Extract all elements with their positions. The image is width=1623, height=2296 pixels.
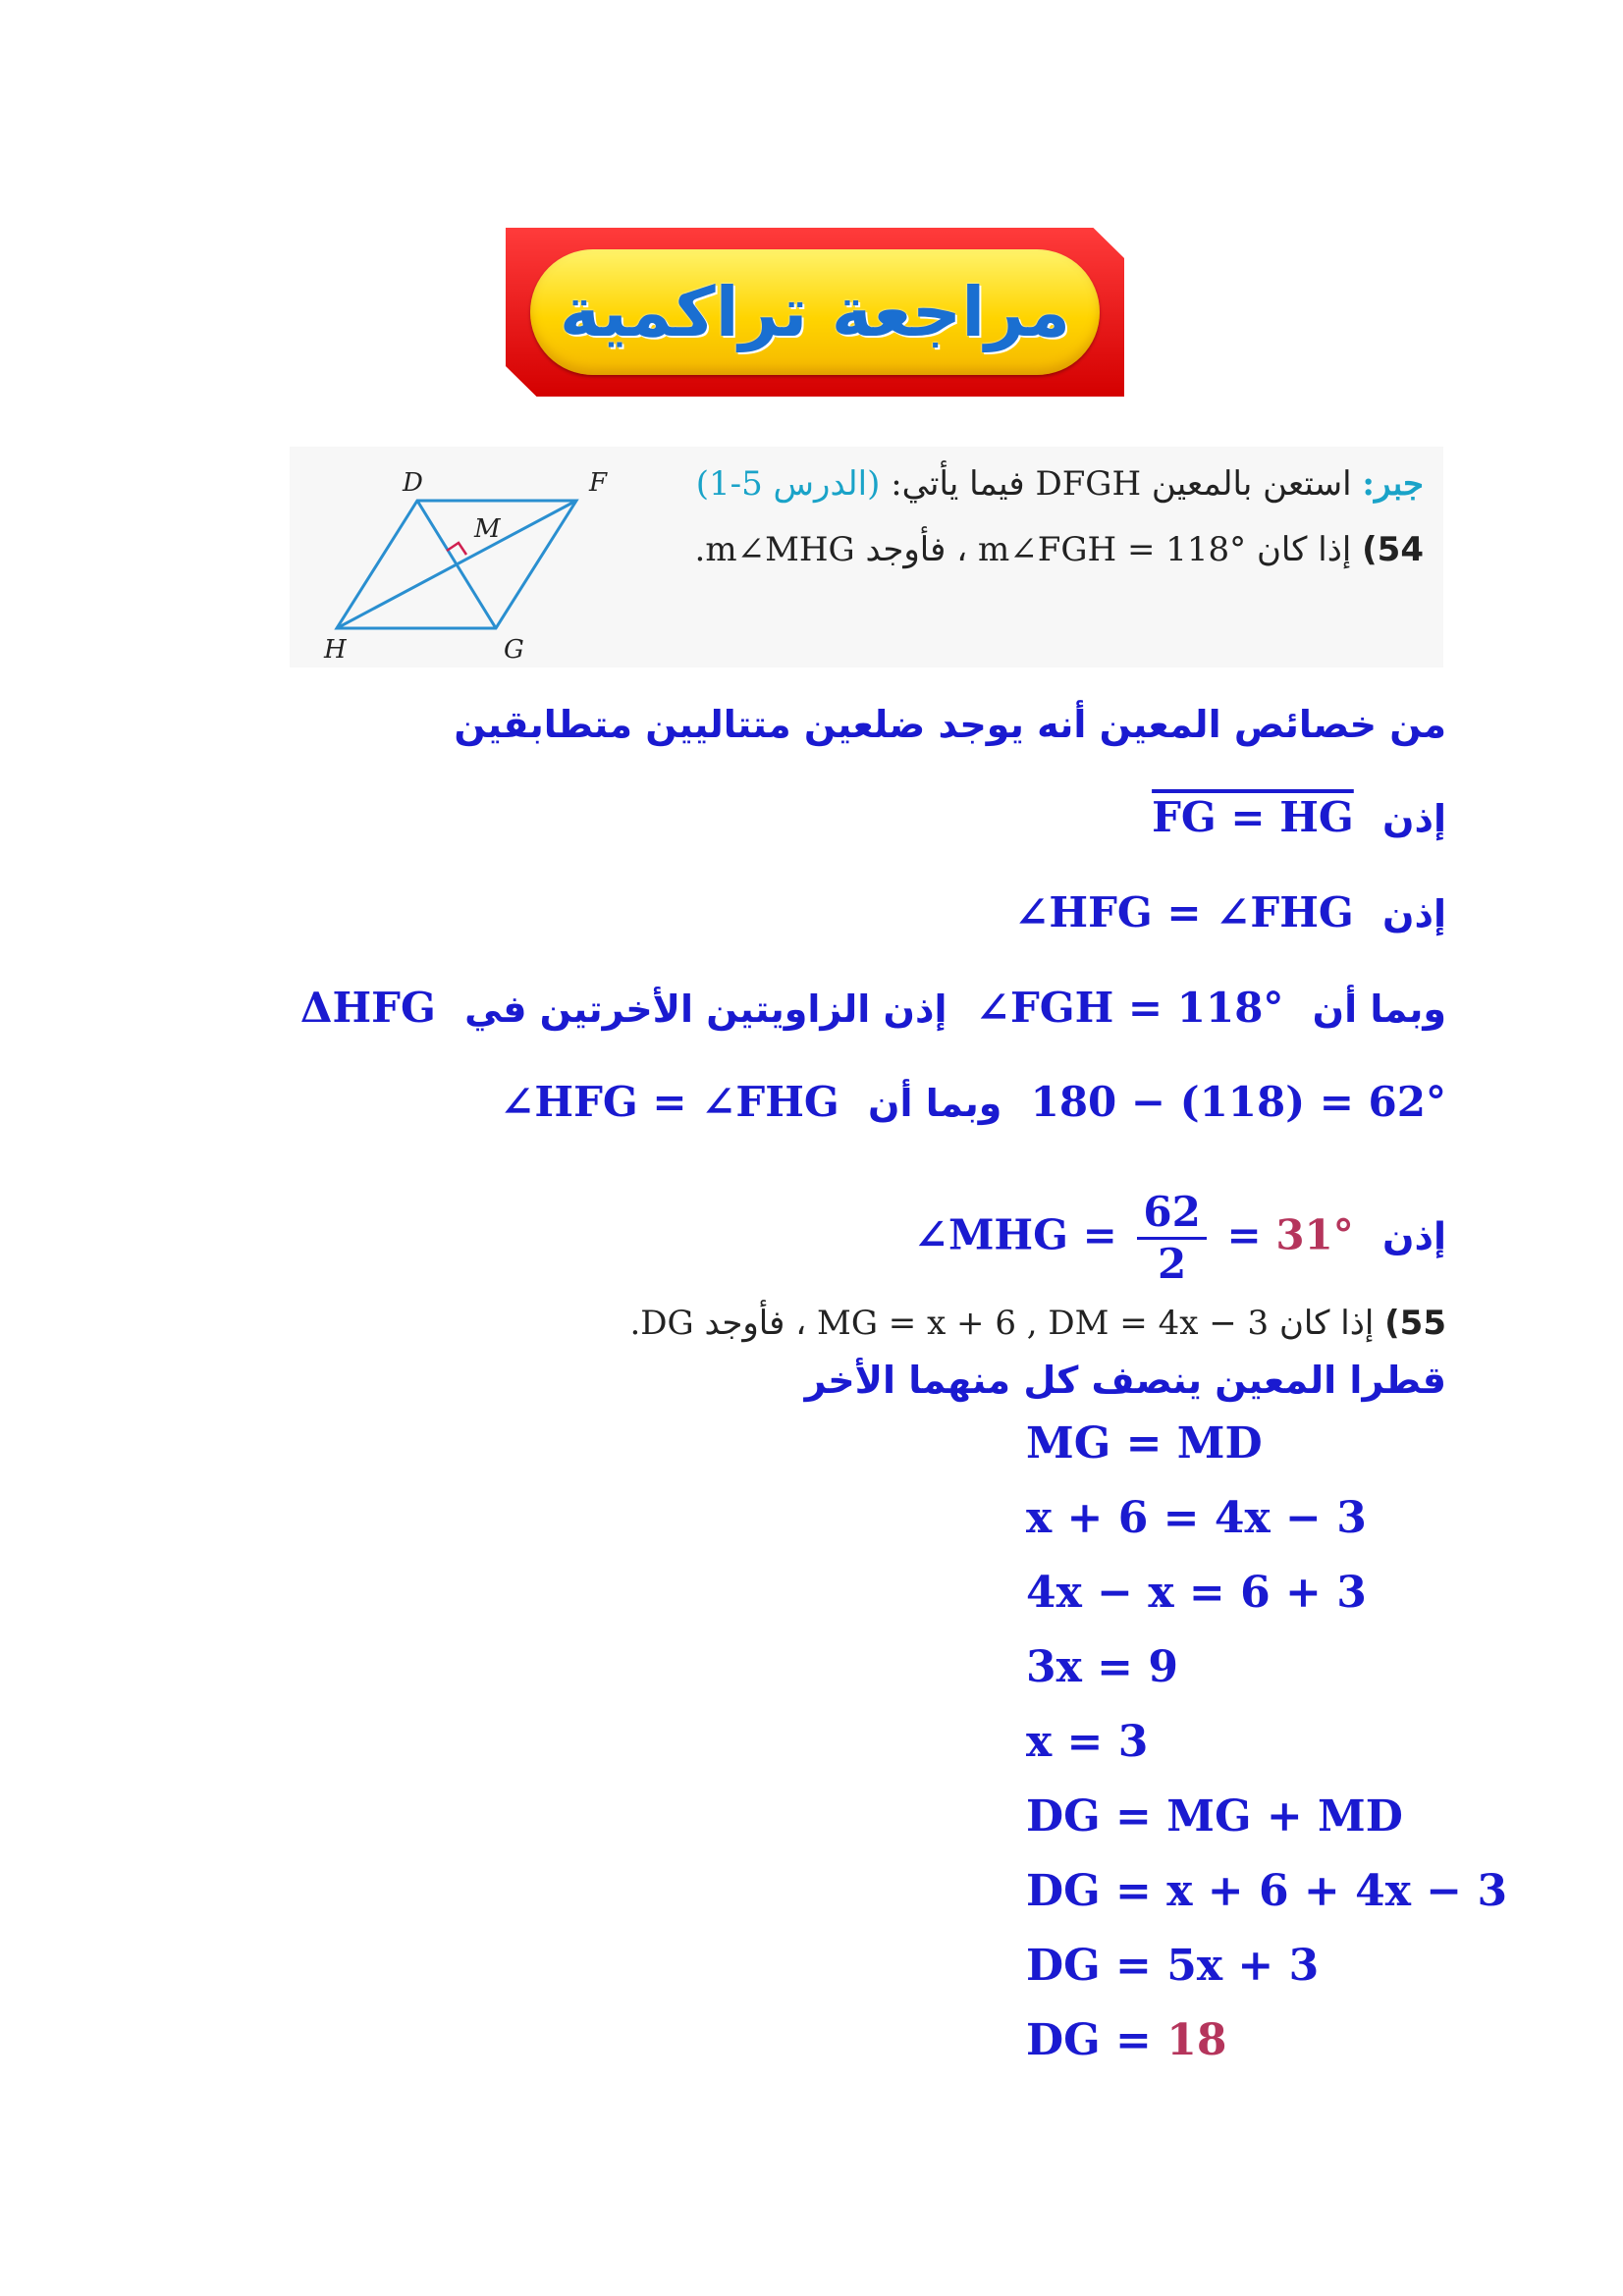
- instruction-text: استعن بالمعين DFGH فيما يأتي:: [891, 464, 1352, 504]
- diagonal-fh: [337, 501, 576, 628]
- question-55: [629, 1304, 1446, 1343]
- answer-value: 31°: [1275, 1210, 1354, 1259]
- solution-fraction-expr: [914, 1188, 1354, 1289]
- solution-text: قطرا المعين ينصف كل منهما الأخر: [804, 1359, 1446, 1402]
- solution-math: ∠HFG = ∠FHG: [1014, 888, 1354, 936]
- label-m: M: [474, 514, 501, 544]
- equation-step: 4x − x = 6 + 3: [1026, 1568, 1367, 1618]
- solution-line-5: [500, 1078, 1446, 1126]
- label-g: G: [504, 635, 524, 665]
- equation-step: DG = 5x + 3: [1026, 1941, 1320, 1991]
- equation-step: DG = MG + MD: [1026, 1791, 1403, 1842]
- subject-label: جبر:: [1362, 464, 1424, 504]
- solution-math: ∠HFG = ∠FHG: [500, 1078, 839, 1126]
- solution-text: من خصائص المعين أنه يوجد ضلعين متتاليين متطابقين: [454, 703, 1446, 746]
- solution55-intro: [805, 1355, 1446, 1403]
- solution-line-2: [1152, 793, 1446, 841]
- fraction-denominator: 2: [1158, 1240, 1187, 1288]
- solution-word: إذن: [1382, 892, 1446, 935]
- question-number: 55): [1384, 1304, 1446, 1343]
- solution-word: إذن الزاويتين الأخرتين في: [464, 988, 947, 1031]
- banner-title: مراجعة تراكمية: [559, 272, 1071, 352]
- solution-line-6: [914, 1188, 1446, 1289]
- solution-word: إذن: [1382, 1214, 1446, 1258]
- equation-step: x + 6 = 4x − 3: [1026, 1493, 1367, 1543]
- question-text: إذا كان m∠FGH = 118° ، فأوجد m∠MHG.: [694, 530, 1352, 569]
- fraction-numerator: 62: [1137, 1188, 1206, 1240]
- header-instruction-line: [696, 464, 1424, 504]
- equation-step: MG = MD: [1026, 1418, 1263, 1468]
- solution-line-1: [454, 699, 1446, 747]
- solution-word: وبما أن: [1312, 988, 1446, 1031]
- label-d: D: [403, 468, 423, 498]
- fraction-lhs: ∠MHG =: [913, 1210, 1117, 1259]
- fraction: [1137, 1188, 1206, 1289]
- banner-pill: [530, 249, 1100, 375]
- rhombus-diagram: [309, 456, 608, 665]
- solution-word: وبما أن: [868, 1082, 1002, 1125]
- question-number: 54): [1362, 530, 1424, 569]
- lesson-ref: (الدرس 5-1): [695, 464, 881, 504]
- equation-step: x = 3: [1026, 1717, 1149, 1767]
- answer-value: 18: [1166, 2015, 1227, 2065]
- solution-math: ΔHFG: [299, 984, 436, 1032]
- solution-math: ∠FGH = 118°: [975, 984, 1284, 1032]
- solution-line-4: [300, 984, 1446, 1032]
- solution-line-3: [1014, 888, 1446, 936]
- equation-final: [1026, 2015, 1226, 2065]
- solution-math: FG = HG: [1152, 793, 1354, 841]
- question-text: إذا كان MG = x + 6 , DM = 4x − 3 ، فأوجد DG.: [629, 1304, 1375, 1343]
- exercise-header: [290, 447, 1443, 667]
- final-lhs: DG =: [1026, 2015, 1152, 2065]
- label-f: F: [589, 468, 608, 498]
- equation-step: 3x = 9: [1026, 1642, 1178, 1692]
- fraction-equals: =: [1226, 1210, 1262, 1259]
- section-banner: [506, 228, 1124, 397]
- equation-step: DG = x + 6 + 4x − 3: [1026, 1866, 1508, 1916]
- solution-math: 180 − (118) = 62°: [1030, 1078, 1446, 1126]
- solution-word: إذن: [1382, 797, 1446, 840]
- label-h: H: [324, 635, 347, 665]
- question-54: [695, 530, 1424, 569]
